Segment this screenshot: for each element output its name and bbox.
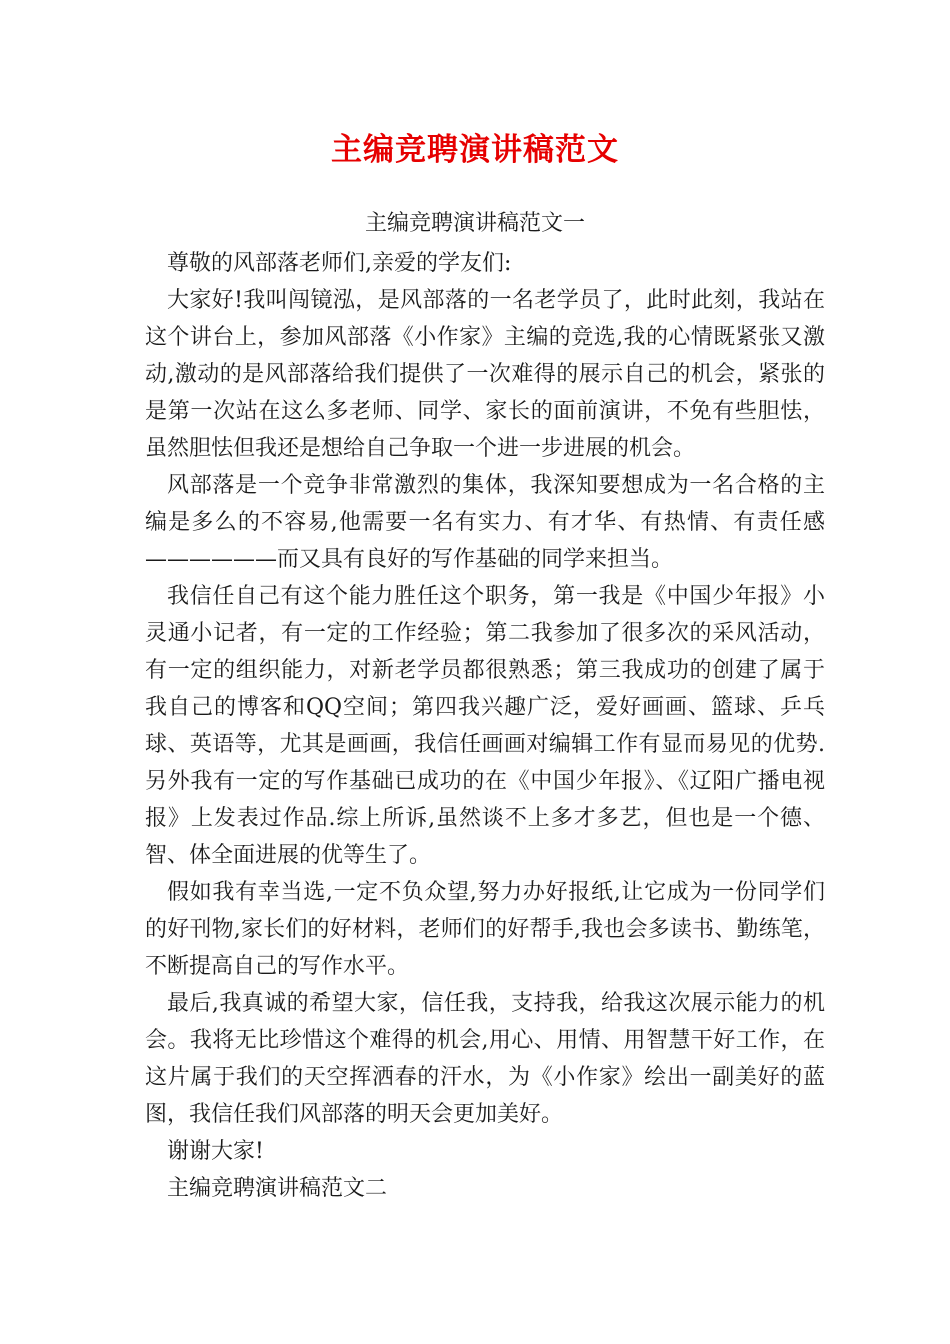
body-paragraph: 我信任自己有这个能力胜任这个职务，第一我是《中国少年报》小灵通小记者，有一定的工作经验；第二我参加了很多次的采风活动，有一定的组织能力，对新老学员都很熟悉；第三我成功的创建了属于我自己的博客和QQ空间；第四我兴趣广泛，爱好画画、篮球、乒乓球、英语等，尤其是画画，我信任画画对编辑工作有显而易见的优势.另外我有一定的写作基础已成功的在《中国少年报》、《辽阳广播电视报》上发表过作品.综上所诉,虽然谈不上多才多艺，但也是一个德、智、体全面进展的优等生了。 [145, 584, 825, 868]
salutation-paragraph: 尊敬的风部落老师们,亲爱的学友们: [167, 251, 512, 276]
body-paragraph: 风部落是一个竞争非常激烈的集体，我深知要想成为一名合格的主编是多么的不容易,他需要一名有实力、有才华、有热情、有责任感——————而又具有良好的写作基础的同学来担当。 [145, 473, 825, 572]
body-paragraph: 大家好!我叫闯镜泓，是风部落的一名老学员了，此时此刻，我站在这个讲台上，参加风部落《小作家》主编的竞选,我的心情既紧张又激动,激动的是风部落给我们提供了一次难得的展示自己的机会，紧张的是第一次站在这么多老师、同学、家长的面前演讲，不免有些胆怯，虽然胆怯但我还是想给自己争取一个进一步进展的机会。 [145, 288, 825, 461]
body-paragraph: 最后,我真诚的希望大家，信任我，支持我，给我这次展示能力的机会。我将无比珍惜这个难得的机会,用心、用情、用智慧干好工作，在这片属于我们的天空挥洒春的汗水，为《小作家》绘出一副美好的蓝图，我信任我们风部落的明天会更加美好。 [145, 991, 825, 1127]
closing-paragraph: 谢谢大家! [167, 1139, 264, 1164]
body-paragraph: 假如我有幸当选,一定不负众望,努力办好报纸,让它成为一份同学们的好刊物,家长们的好材料，老师们的好帮手,我也会多读书、勤练笔，不断提高自己的写作水平。 [145, 880, 825, 979]
section-heading: 主编竞聘演讲稿范文二 [167, 1176, 388, 1201]
document-title: 主编竞聘演讲稿范文 [331, 132, 619, 168]
document-subtitle: 主编竞聘演讲稿范文一 [364, 211, 585, 236]
document-body [145, 245, 825, 1207]
